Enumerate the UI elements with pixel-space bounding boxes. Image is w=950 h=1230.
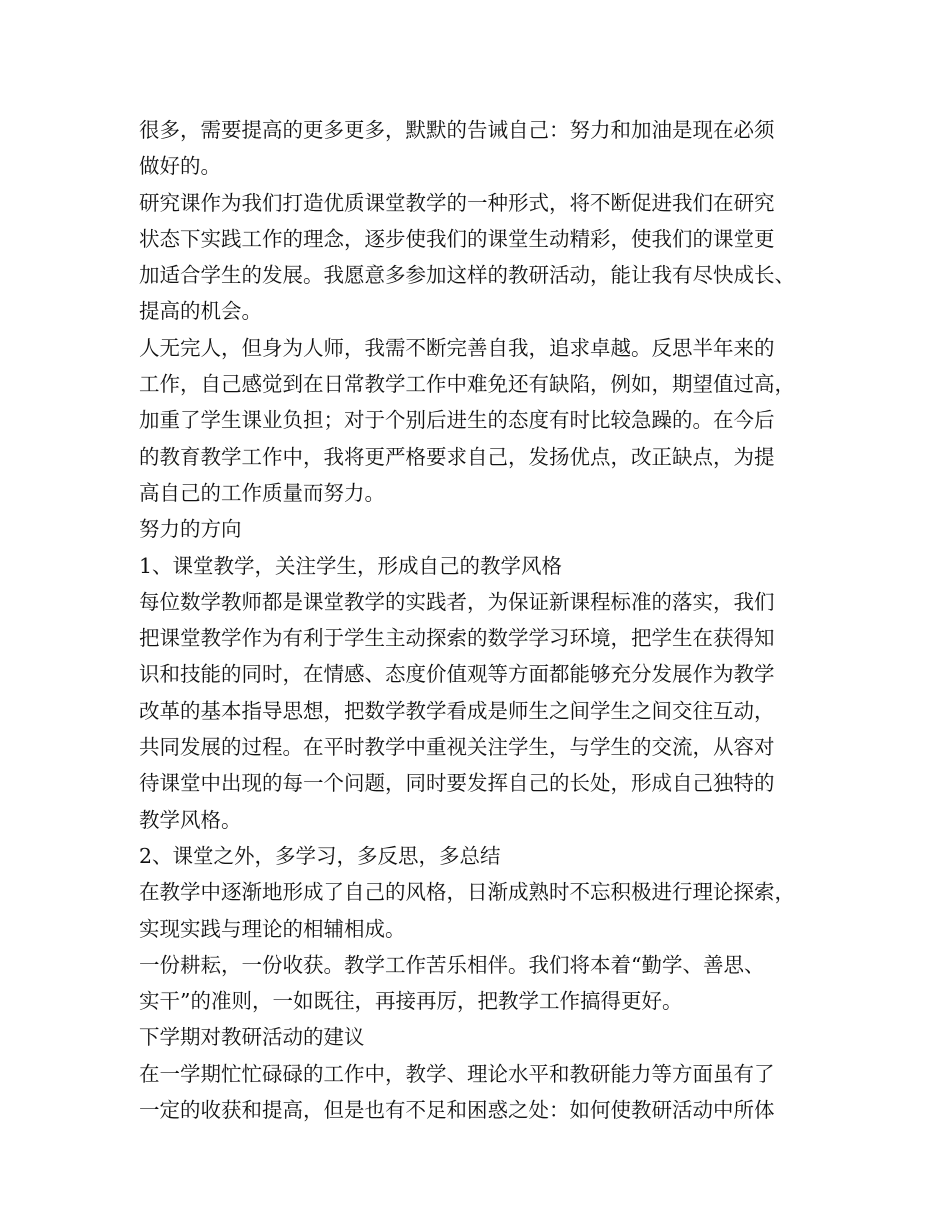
text-line: 人无完人，但身为人师，我需不断完善自我，追求卓越。反思半年来的 xyxy=(139,335,775,360)
text-line: 提高的机会。 xyxy=(139,299,262,324)
text-line: 在一学期忙忙碌碌的工作中，教学、理论水平和教研能力等方面虽有了 xyxy=(139,1061,775,1086)
text-line: 实现实践与理论的相辅相成。 xyxy=(139,916,406,941)
text-line: 加重了学生课业负担；对于个别后进生的态度有时比较急躁的。在今后 xyxy=(139,408,775,433)
text-line: 待课堂中出现的每一个问题，同时要发挥自己的长处，形成自己独特的 xyxy=(139,771,775,796)
text-line: 状态下实践工作的理念，逐步使我们的课堂生动精彩，使我们的课堂更 xyxy=(139,226,775,251)
text-line: 教学风格。 xyxy=(139,807,242,832)
text-line: 工作，自己感觉到在日常教学工作中难免还有缺陷，例如，期望值过高， xyxy=(139,372,795,397)
text-line: 一份耕耘，一份收获。教学工作苦乐相伴。我们将本着“勤学、善思、 xyxy=(139,952,765,977)
document-body xyxy=(139,112,839,1128)
text-line: 高自己的工作质量而努力。 xyxy=(139,480,385,505)
text-line: 在教学中逐渐地形成了自己的风格，日渐成熟时不忘积极进行理论探索， xyxy=(139,880,795,905)
text-line: 做好的。 xyxy=(139,154,221,179)
subsection-heading: 2、课堂之外，多学习，多反思，多总结 xyxy=(139,843,501,868)
text-line: 每位数学教师都是课堂教学的实践者，为保证新课程标准的落实，我们 xyxy=(139,589,775,614)
text-line: 很多，需要提高的更多更多，默默的告诫自己：努力和加油是现在必须 xyxy=(139,118,775,142)
text-line: 加适合学生的发展。我愿意多参加这样的教研活动，能让我有尽快成长、 xyxy=(139,263,795,288)
text-line: 的教育教学工作中，我将更严格要求自己，发扬优点，改正缺点，为提 xyxy=(139,444,775,469)
section-heading: 努力的方向 xyxy=(139,517,242,542)
text-line: 研究课作为我们打造优质课堂教学的一种形式，将不断促进我们在研究 xyxy=(139,190,775,215)
text-line: 把课堂教学作为有利于学生主动探索的数学学习环境，把学生在获得知 xyxy=(139,626,775,651)
text-line: 一定的收获和提高，但是也有不足和困惑之处：如何使教研活动中所体 xyxy=(139,1098,775,1123)
section-heading: 下学期对教研活动的建议 xyxy=(139,1025,365,1050)
subsection-heading: 1、课堂教学，关注学生，形成自己的教学风格 xyxy=(139,553,563,578)
text-line: 改革的基本指导思想，把数学教学看成是师生之间学生之间交往互动， xyxy=(139,698,775,723)
text-line: 识和技能的同时，在情感、态度价值观等方面都能够充分发展作为教学 xyxy=(139,662,775,687)
text-line: 实干”的准则，一如既往，再接再厉，把教学工作搞得更好。 xyxy=(139,989,683,1014)
text-line: 共同发展的过程。在平时教学中重视关注学生，与学生的交流，从容对 xyxy=(139,735,775,760)
